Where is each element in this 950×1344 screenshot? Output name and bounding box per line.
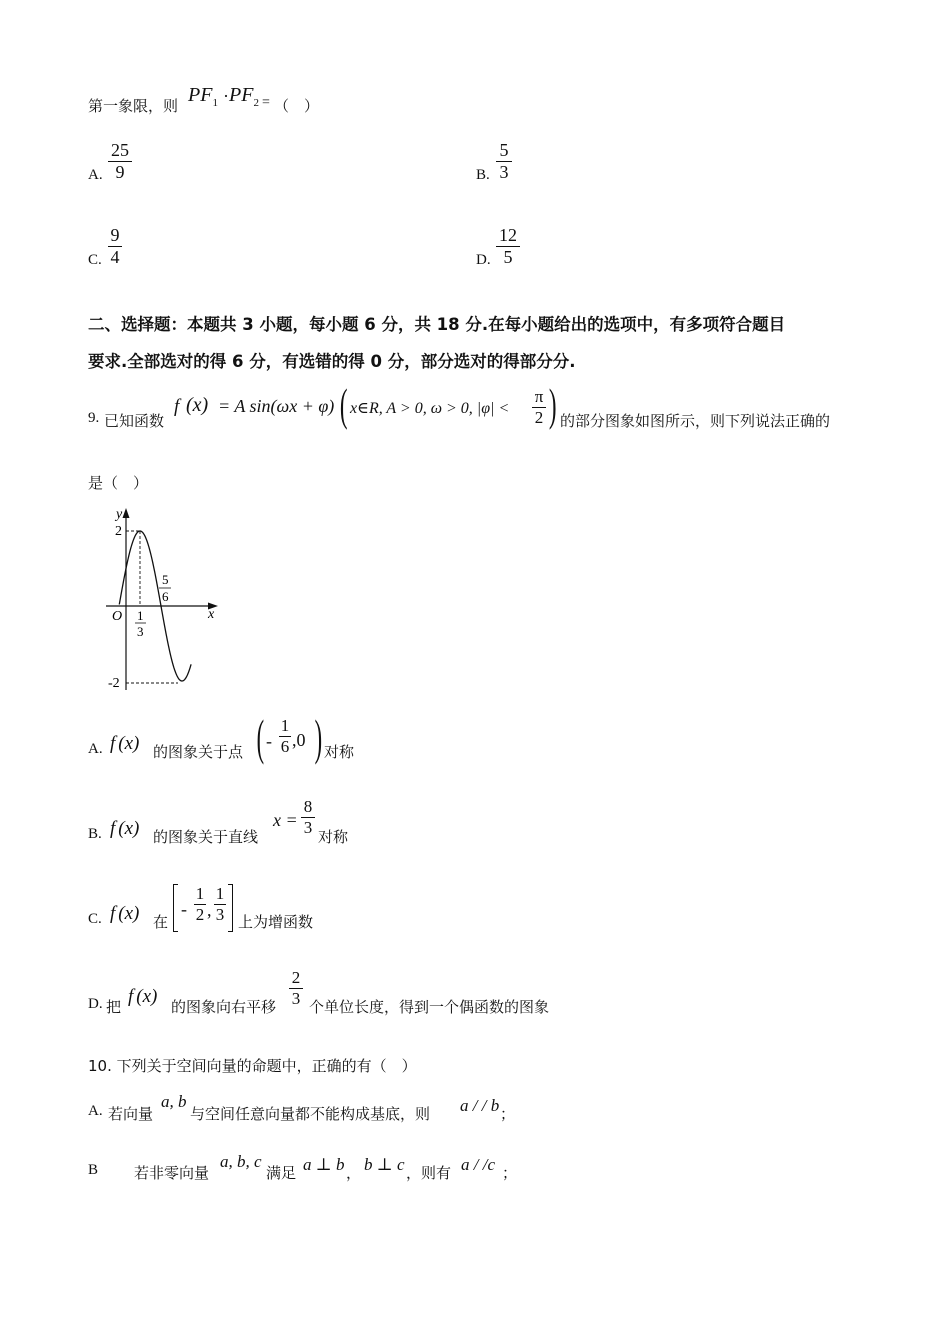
q8-option-d-fraction xyxy=(496,225,520,268)
q10-option-a-rel: a / / b xyxy=(460,1096,500,1115)
q10-option-b-rel2: b ⊥ c xyxy=(364,1155,405,1174)
q9-option-c-fraction1 xyxy=(194,884,206,925)
q8-dot: · xyxy=(223,86,229,106)
q9-option-a-tail: ,0 xyxy=(292,730,306,750)
q9-intro: 已知函数 xyxy=(104,412,165,430)
q8-expr-pf2 xyxy=(229,84,259,109)
q8-option-d-num: 12 xyxy=(499,225,517,245)
q8-option-b-label: B. xyxy=(476,167,490,183)
q9-option-a-num: 1 xyxy=(280,716,290,735)
q9-number: 9. xyxy=(88,410,100,426)
graph-tick1-num: 1 xyxy=(137,608,144,623)
q9-option-d-fraction xyxy=(289,968,303,1009)
q9-option-c-den1: 2 xyxy=(195,905,205,924)
q8-option-c-fraction xyxy=(108,225,122,268)
q9-option-d-den: 3 xyxy=(291,989,301,1008)
q9-option-d-pre: 把 xyxy=(106,998,122,1016)
section2-heading-line1: 二、选择题：本题共 3 小题，每小题 6 分，共 18 分.在每小题给出的选项中，有多项符合题目 xyxy=(88,315,786,334)
q9-option-c-comma: , xyxy=(207,900,212,920)
q9-cond-fraction xyxy=(532,387,546,428)
q9-option-b-label: B. xyxy=(88,826,102,842)
q9-line2: 是（ ） xyxy=(88,474,149,492)
q9-option-b-lhs: x = xyxy=(273,810,298,830)
q8-option-d-den: 5 xyxy=(503,247,513,267)
graph-ymax-label: 2 xyxy=(115,524,122,539)
q9-option-c-den2: 3 xyxy=(215,905,225,924)
q9-cond-two: 2 xyxy=(534,408,544,427)
q8-equals: = xyxy=(262,95,270,110)
q10-option-a-pre: 若向量 xyxy=(108,1105,154,1123)
q8-option-c-num: 9 xyxy=(110,225,120,245)
q9-option-b-fraction xyxy=(301,797,315,838)
q10-option-b-mid: 满足 xyxy=(266,1164,297,1182)
q9-func-arg: (x) xyxy=(186,394,209,416)
q9-option-d-func xyxy=(128,986,157,1008)
graph-tick2-den: 6 xyxy=(162,589,169,604)
q9-option-c-post: 上为增函数 xyxy=(238,913,314,931)
q10-option-a-vec: a, b xyxy=(161,1092,187,1111)
q8-pf2-text: PF xyxy=(229,84,254,106)
q8-option-a-label: A. xyxy=(88,167,103,183)
q8-sub1: 1 xyxy=(212,97,218,109)
q8-option-b-fraction xyxy=(496,140,512,183)
graph-ymin-label: -2 xyxy=(108,676,120,691)
q8-option-d-label: D. xyxy=(476,252,491,268)
graph-y-label: y xyxy=(116,507,123,522)
q9-option-c-pre: 在 xyxy=(153,913,169,931)
q10-option-a-label: A. xyxy=(88,1103,103,1119)
graph-tick2-num: 5 xyxy=(162,572,169,587)
q9-option-b-num: 8 xyxy=(303,797,313,816)
q9-option-a-den: 6 xyxy=(280,737,290,756)
func-name: f xyxy=(110,733,116,754)
q9-after-text: 的部分图象如图所示，则下列说法正确的 xyxy=(560,412,831,430)
q10-option-b-end: ； xyxy=(502,1164,518,1182)
q8-option-a-fraction xyxy=(108,140,132,183)
q9-option-b-post: 对称 xyxy=(318,828,349,846)
q9-option-b-pre: 的图象关于直线 xyxy=(153,828,259,846)
graph-x-label: x xyxy=(208,607,215,622)
q8-option-c-label: C. xyxy=(88,252,102,268)
q9-option-c-left-bracket xyxy=(173,884,178,932)
q10-option-b-rel1: a ⊥ b xyxy=(303,1155,345,1174)
q9-cond-pi: π xyxy=(534,387,544,406)
graph-tick1-den: 3 xyxy=(137,624,144,639)
q8-expr-pf1 xyxy=(188,84,218,109)
q8-option-a-den: 9 xyxy=(115,162,125,182)
q10-option-a-mid: 与空间任意向量都不能构成基底，则 xyxy=(190,1105,431,1123)
q8-option-b-num: 5 xyxy=(499,140,509,160)
q9-option-a-right-paren: ) xyxy=(314,709,323,765)
q9-option-c-func xyxy=(110,903,139,925)
q8-pf1-text: PF xyxy=(188,84,213,106)
graph-origin-label: O xyxy=(112,609,123,624)
func-arg: (x) xyxy=(118,733,140,754)
q9-option-b-den: 3 xyxy=(303,818,313,837)
y-axis-arrow-icon xyxy=(123,508,130,518)
q9-option-a-post: 对称 xyxy=(324,743,355,761)
q9-function-graph xyxy=(98,504,238,696)
q9-option-d-num: 2 xyxy=(291,968,301,987)
q9-option-a-pre: 的图象关于点 xyxy=(153,743,244,761)
func-name: f xyxy=(110,818,116,839)
q9-func-name: f xyxy=(174,396,180,417)
q9-option-c-minus: - xyxy=(181,899,187,919)
q9-option-c-right-bracket xyxy=(228,884,233,932)
q9-option-c-label: C. xyxy=(88,911,102,927)
func-arg: (x) xyxy=(118,903,140,924)
q8-option-a-num: 25 xyxy=(111,140,129,160)
q10-option-b-label: B xyxy=(88,1162,99,1178)
q9-option-a-left-paren: ( xyxy=(256,709,265,765)
q10-option-a-end: ； xyxy=(500,1105,516,1123)
q8-option-b-den: 3 xyxy=(499,162,509,182)
q8-prefix-text: 第一象限，则 xyxy=(88,97,179,115)
q9-option-a-label: A. xyxy=(88,741,103,757)
func-name: f xyxy=(110,903,116,924)
q9-option-a-minus: - xyxy=(266,731,272,751)
q9-option-c-num2: 1 xyxy=(215,884,225,903)
q9-cond-right-paren: ) xyxy=(548,379,557,430)
q8-blank: （ ） xyxy=(274,97,320,115)
q9-option-c-fraction2 xyxy=(214,884,226,925)
q9-option-b-func xyxy=(110,818,139,840)
q10-option-b-sep: ， xyxy=(346,1164,362,1182)
q8-sub2: 2 xyxy=(253,97,259,109)
q9-option-a-fraction xyxy=(279,716,291,757)
q9-option-d-label: D. xyxy=(88,996,103,1012)
q9-func-body: = A sin(ωx + φ) xyxy=(218,396,335,416)
q10-option-b-pre: 若非零向量 xyxy=(134,1164,210,1182)
q9-option-a-func xyxy=(110,733,139,755)
q9-option-d-post: 个单位长度，得到一个偶函数的图象 xyxy=(309,998,550,1016)
func-name: f xyxy=(128,986,134,1007)
q9-condition: x∈R, A > 0, ω > 0, |φ| < xyxy=(350,400,510,417)
q10-option-b-mid2: ，则有 xyxy=(406,1164,452,1182)
q8-option-c-den: 4 xyxy=(110,247,120,267)
section2-heading-line2: 要求.全部选对的得 6 分，有选错的得 0 分，部分选对的得部分分. xyxy=(88,352,576,371)
q9-cond-left-paren: ( xyxy=(339,379,348,430)
func-arg: (x) xyxy=(136,986,158,1007)
q10-option-b-vec: a, b, c xyxy=(220,1152,262,1171)
func-arg: (x) xyxy=(118,818,140,839)
q10-option-b-rel3: a / /c xyxy=(461,1155,495,1174)
q10-stem: 10. 下列关于空间向量的命题中，正确的有（ ） xyxy=(88,1057,417,1075)
q9-option-d-mid: 的图象向右平移 xyxy=(171,998,277,1016)
q9-option-c-num1: 1 xyxy=(195,884,205,903)
